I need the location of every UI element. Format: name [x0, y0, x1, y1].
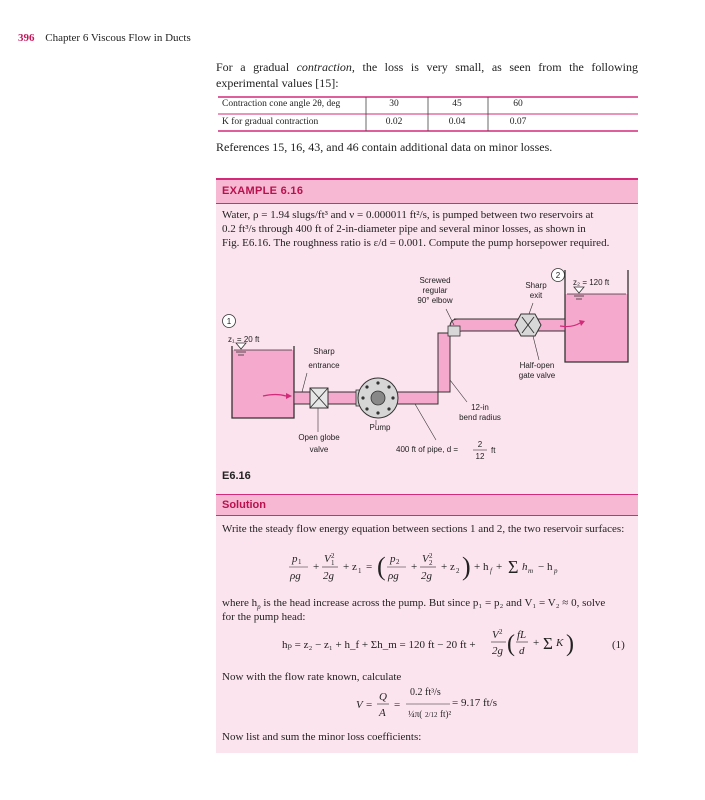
svg-text:+ z: + z [441, 561, 455, 573]
references-line: References 15, 16, 43, and 46 contain additional data on minor losses. [216, 140, 553, 154]
globe-valve-label: Open globe [298, 433, 340, 442]
section-1-label: 1 [226, 317, 232, 326]
pipe-diameter-unit: ft [491, 446, 496, 455]
svg-text:Σ: Σ [508, 557, 519, 577]
globe-valve-label: valve [309, 445, 329, 454]
svg-text:+: + [496, 561, 503, 573]
svg-text:): ) [566, 631, 574, 657]
svg-text:+: + [313, 561, 320, 573]
table-cell: 0.02 [385, 117, 403, 127]
svg-text:fL: fL [517, 629, 527, 641]
svg-text:2: 2 [499, 628, 503, 636]
exit-label: exit [529, 291, 543, 300]
svg-text:h: h [522, 561, 528, 573]
energy-equation [286, 547, 596, 589]
velocity-equation-numerator: 0.2 ft³/s [410, 687, 441, 698]
svg-text:m: m [528, 567, 534, 575]
entrance-label: Sharp [313, 347, 335, 356]
intro-text-em: contraction, [296, 60, 355, 74]
svg-text:ρg: ρg [290, 570, 301, 582]
svg-text:Σ: Σ [543, 634, 553, 653]
solution-text-1: Write the steady flow energy equation between sections 1 and 2, the two reservoir surfaces: [222, 523, 625, 535]
example-line: 0.2 ft³/s through 400 ft of 2-in-diameter pipe and several minor losses, as shown in [222, 223, 586, 235]
elbow-fitting [448, 326, 460, 336]
example-statement [222, 208, 632, 250]
left-reservoir [232, 346, 294, 418]
example-line: Fig. E6.16. The roughness ratio is ε/d = 0.001. Compute the pump horsepower required. [222, 237, 610, 249]
bend-label: 12-in [471, 403, 489, 412]
elbow-label: regular [422, 286, 448, 295]
svg-text:V: V [492, 629, 499, 641]
intro-text-post: the loss is very small, as seen from the following experimental values [15]: [216, 60, 638, 90]
intro-paragraph [216, 59, 638, 91]
svg-text:2g: 2g [492, 645, 503, 657]
svg-text:2g: 2g [421, 570, 432, 582]
svg-text:ρg: ρg [388, 570, 399, 582]
svg-text:1: 1 [358, 567, 362, 575]
solution-text-4: Now list and sum the minor loss coefficients: [222, 731, 422, 743]
pump-head-equation: hₚ = z₂ − z₁ + h_f + Σh_m = 120 ft − 20 ft + [282, 639, 476, 651]
figure-tag: E6.16 [222, 470, 251, 482]
svg-text:A: A [379, 707, 386, 719]
table-cell: 0.04 [448, 117, 466, 127]
svg-text:2g: 2g [323, 570, 334, 582]
table-cell: 45 [452, 99, 462, 109]
svg-text:=: = [394, 699, 401, 711]
elbow-label: Screwed [419, 276, 451, 285]
svg-text:(: ( [507, 631, 515, 657]
z1-label: z₁ = 20 ft [228, 335, 260, 344]
svg-text:p: p [292, 553, 298, 565]
svg-text:ft)²: ft)² [440, 709, 452, 719]
pipe-diameter-den: 12 [475, 452, 485, 461]
svg-text:V: V [324, 553, 331, 565]
svg-text:K: K [556, 637, 564, 649]
svg-text:V: V [422, 553, 429, 565]
page-number: 396 [18, 32, 35, 44]
svg-text:2: 2 [429, 552, 433, 560]
svg-text:2: 2 [331, 552, 335, 560]
example-title: EXAMPLE 6.16 [222, 185, 304, 197]
globe-valve-icon [310, 388, 328, 408]
svg-text:+: + [411, 561, 418, 573]
solution-text-3: Now with the flow rate known, calculate [222, 671, 402, 683]
solution-text-2: where $h_p$ is the head increase across the pump. But since p₁ = p₂ and V₁ = V₂ ≈ 0, solve [222, 597, 606, 612]
pump-icon [356, 378, 398, 418]
svg-text:+: + [533, 637, 540, 649]
svg-text:¼π(: ¼π( [408, 709, 423, 719]
pipe-label: 400 ft of pipe, d = [396, 445, 459, 454]
pump-system-figure [216, 255, 638, 470]
exit-label: Sharp [525, 281, 547, 290]
svg-text:d: d [519, 645, 525, 657]
solution-text-2c: for the pump head: [222, 611, 306, 623]
svg-text:f: f [490, 567, 492, 575]
solution-header-bar [216, 494, 638, 516]
svg-text:V: V [356, 699, 363, 711]
example-line: Water, ρ = 1.94 slugs/ft³ and ν = 0.000011 ft²/s, is pumped between two reservoirs at [222, 209, 594, 221]
velocity-equation-result: = 9.17 ft/s [452, 697, 498, 709]
svg-text:− h: − h [538, 561, 553, 573]
svg-text:p: p [390, 553, 396, 565]
svg-text:=: = [366, 699, 373, 711]
gate-valve-label: gate valve [518, 371, 556, 380]
bend-label: bend radius [459, 413, 501, 422]
table-cell: 0.07 [509, 117, 527, 127]
pipe-diameter-num: 2 [477, 440, 483, 449]
svg-text:=: = [366, 561, 373, 573]
z2-label: z₂ = 120 ft [573, 278, 610, 287]
table-row [218, 97, 638, 113]
svg-text:2: 2 [429, 559, 433, 567]
svg-text:+ z: + z [343, 561, 357, 573]
svg-text:+ h: + h [474, 561, 489, 573]
pump-label: Pump [369, 423, 391, 432]
table-row [218, 115, 638, 131]
entrance-label: entrance [308, 361, 340, 370]
svg-text:2: 2 [396, 558, 400, 566]
svg-text:1: 1 [298, 558, 302, 566]
svg-text:): ) [462, 552, 471, 581]
section-2-label: 2 [555, 271, 561, 280]
intro-text-pre: For a gradual [216, 60, 297, 74]
table-cell: 60 [513, 99, 523, 109]
table-row-label: K for gradual contraction [222, 117, 319, 127]
velocity-equation [354, 684, 464, 724]
svg-text:2/12: 2/12 [425, 711, 438, 719]
svg-text:p: p [554, 567, 558, 575]
solution-title: Solution [222, 499, 266, 511]
pump-head-equation-fraction [490, 622, 580, 662]
equation-number: (1) [612, 639, 625, 651]
running-header [18, 32, 191, 44]
svg-text:2: 2 [456, 567, 460, 575]
gate-valve-label: Half-open [519, 361, 555, 370]
gate-valve-icon [515, 314, 541, 336]
solution-text-2b: is the head increase across the pump. But since p₁ = p₂ and V₁ = V₂ ≈ 0, solve [260, 597, 606, 609]
elbow-label: 90° elbow [417, 296, 453, 305]
table-cell: 30 [389, 99, 399, 109]
svg-text:(: ( [377, 552, 386, 581]
table-row-label: Contraction cone angle 2θ, deg [222, 99, 341, 109]
solution-text-2a: where h [222, 597, 258, 609]
svg-text:1: 1 [331, 559, 335, 567]
svg-text:Q: Q [379, 691, 387, 703]
chapter-title: Chapter 6 Viscous Flow in Ducts [45, 32, 191, 44]
